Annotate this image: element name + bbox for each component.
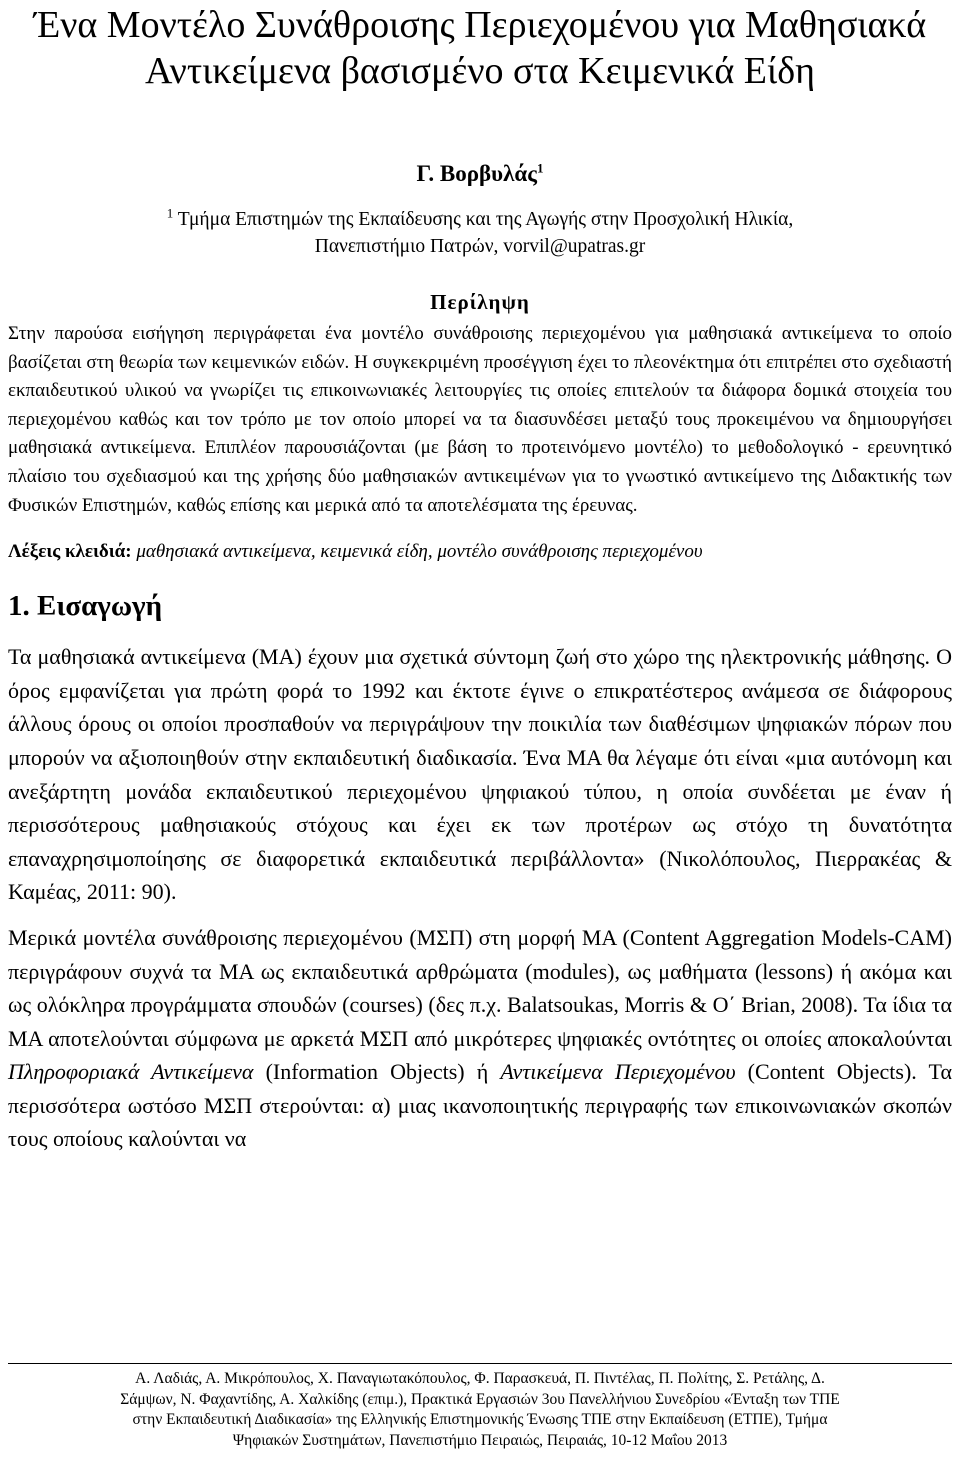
affiliation bbox=[8, 206, 952, 260]
abstract-heading: Περίληψη bbox=[430, 290, 530, 314]
footer-line-4: Ψηφιακών Συστημάτων, Πανεπιστήμιο Πειραιώς, Πειραιάς, 10-12 Μαΐου 2013 bbox=[232, 1431, 728, 1449]
author-affiliation-mark: 1 bbox=[536, 160, 544, 176]
paper-title: Ένα Μοντέλο Συνάθροισης Περιεχομένου για Μαθησιακά Αντικείμενα βασισμένο στα Κειμενικά Είδη bbox=[33, 4, 927, 92]
footer-line-1: Α. Λαδιάς, Α. Μικρόπουλος, Χ. Παναγιωτακόπουλος, Φ. Παρασκευά, Π. Πιντέλας, Π. Πολίτης, Σ. Ρετάλης, Δ. bbox=[135, 1370, 825, 1387]
affiliation-mark: 1 bbox=[166, 205, 174, 221]
proceedings-footer bbox=[8, 1363, 952, 1451]
paragraph-2-text-c: (Content Objects). Τα περισσότερα ωστόσο ΜΣΠ στερούνται: α) μιας ικανοποιητικής περιγραφής των επικοινωνιακών σκοπών τους οποίους καλούνται να bbox=[8, 1059, 952, 1152]
keywords-text: μαθησιακά αντικείμενα, κειμενικά είδη, μοντέλο συνάθροισης περιεχομένου bbox=[136, 541, 703, 563]
introduction-paragraph-1: Τα μαθησιακά αντικείμενα (ΜΑ) έχουν μια σχετικά σύντομη ζωή στο χώρο της ηλεκτρονικής μάθησης. Ο όρος εμφανίζεται για πρώτη φορά το 1992 και έκτοτε έγινε ο επικρατέστερος ανάμεσα σε διάφορους άλλους όρους οι οποίοι προσπαθούν να περιγράψουν την ποικιλία των διαθέσιμων ψηφιακών πόρων που μπορούν να αξιοποιηθούν στην εκπαιδευτική διαδικασία. Ένα ΜΑ θα λέγαμε ότι είναι «μια αυτόνομη και ανεξάρτητη μονάδα εκπαιδευτικού περιεχομένου ψηφιακού τύπου, η οποία συνδέεται με έναν ή περισσότερους μαθησιακούς στόχους και έχει εκ των προτέρων ως στόχο τη δυνατότητα επαναχρησιμοποίησης σε διαφορετικά εκπαιδευτικά περιβάλλοντα» (Νικολόπουλος, Πιερρακέας & Καμέας, 2011: 90). bbox=[8, 644, 952, 905]
author-line bbox=[8, 160, 952, 188]
footer-line-3: στην Εκπαιδευτική Διαδικασία» της Ελληνικής Επιστημονικής Ένωσης ΤΠΕ στην Εκπαίδευση (ΕΤΠΕ), Τμήμα bbox=[132, 1411, 828, 1428]
affiliation-department: Τμήμα Επιστημών της Εκπαίδευσης και της Αγωγής στην Προσχολική Ηλικία, bbox=[177, 209, 794, 230]
abstract-text: Στην παρούσα εισήγηση περιγράφεται ένα μοντέλο συνάθροισης περιεχομένου για μαθησιακά αντικείμενα το οποίο βασίζεται στη θεωρία των κειμενικών ειδών. Η συγκεκριμένη προσέγγιση έχει το πλεονέκτημα ότι επιτρέπει στο σχεδιαστή εκπαιδευτικού υλικού να γνωρίζει τις επικοινωνιακές λειτουργίες τις οποίες επιτελούν τα διάφορα δομικά στοιχεία του περιεχομένου καθώς και τον τρόπο με τον οποίο μπορεί να τα διασυνδέσει μεταξύ τους προκειμένου να δημιουργήσει μαθησιακά αντικείμενα. Επιπλέον παρουσιάζονται (με βάση το προτεινόμενο μοντέλο) το μεθοδολογικό - ερευνητικό πλαίσιο του σχεδιασμού και της χρήσης δύο μαθησιακών αντικειμένων για το γνωστικό αντικείμενο της Διδακτικής των Φυσικών Επιστημών, καθώς επίσης και μερικά από τα αποτελέσματα της έρευνας. bbox=[8, 323, 952, 516]
paragraph-2-text-a: Μερικά μοντέλα συνάθροισης περιεχομένου (ΜΣΠ) στη μορφή ΜΑ (Content Aggregation Models-CAM) περιγράφουν συχνά τα ΜΑ ως εκπαιδευτικά αρθρώματα (modules), ως μαθήματα (lessons) ή ακόμα και ως ολόκληρα προγράμματα σπουδών (courses) (δες π.χ. Balatsoukas, Morris & Ο΄ Brian, 2008). Τα ίδια τα ΜΑ αποτελούνται σύμφωνα με αρκετά ΜΣΠ από μικρότερες ψηφιακές οντότητες οι οποίες αποκαλούνται bbox=[8, 924, 952, 1051]
paper-page bbox=[8, 0, 952, 1464]
keywords-label: Λέξεις κλειδιά: bbox=[8, 541, 132, 563]
affiliation-line-2: Πανεπιστήμιο Πατρών, vorvil@upatras.gr bbox=[314, 236, 646, 257]
paragraph-2-term-information-objects: Πληροφοριακά Αντικείμενα bbox=[8, 1059, 254, 1085]
paragraph-2-text-b: (Information Objects) ή bbox=[253, 1059, 501, 1085]
author-name: Γ. Βορβυλάς bbox=[416, 161, 537, 186]
introduction-paragraph-2 bbox=[8, 921, 952, 1156]
footer-line-2: Σάμψων, Ν. Φαχαντίδης, Α. Χαλκίδης (επιμ.), Πρακτικά Εργασιών 3ου Πανελλήνιου Συνεδρίου «Ένταξη των ΤΠΕ bbox=[120, 1390, 840, 1408]
keywords bbox=[8, 538, 952, 566]
paragraph-2-term-content-objects: Αντικείμενα Περιεχομένου bbox=[500, 1059, 736, 1085]
affiliation-line-1 bbox=[8, 206, 952, 233]
section-heading-introduction: 1. Εισαγωγή bbox=[8, 590, 163, 623]
